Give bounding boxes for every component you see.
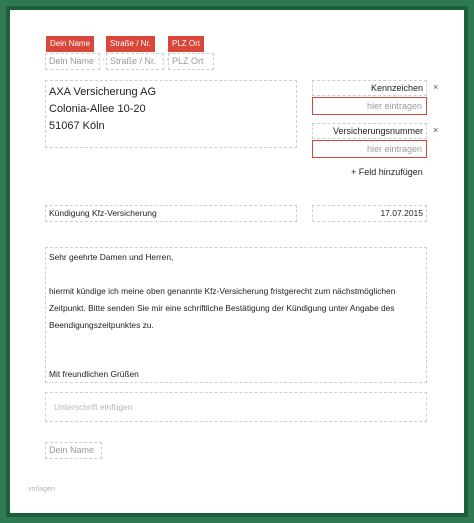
sender-street-field[interactable]: Straße / Nr.	[106, 53, 164, 70]
remove-kennzeichen-icon[interactable]: ×	[433, 82, 439, 92]
letter-sheet	[10, 10, 464, 513]
subject-field[interactable]	[45, 205, 297, 222]
versicherung-label: Versicherungsnummer	[332, 126, 423, 136]
add-field-button[interactable]: + Feld hinzufügen	[351, 167, 423, 177]
recipient-line-2: Colonia-Allee 10-20	[49, 103, 146, 115]
versicherung-label-box	[312, 123, 427, 139]
sender-zip-tag: PLZ Ort	[168, 36, 204, 52]
separator-dot: ·	[102, 55, 105, 64]
recipient-address-box[interactable]	[45, 80, 297, 148]
subject-text: Kündigung Kfz-Versicherung	[49, 208, 157, 218]
body-text: hiermit kündige ich meine oben genannte Kfz-Versicherung fristgerecht zum nächstmöglichen Zeitpunkt. Bitte senden Sie mir eine schriftliche Bestätigung der Kündigung unter Angabe des Beendigungszeitpunktes zu.	[49, 286, 396, 330]
kennzeichen-label-box	[312, 80, 427, 96]
footer-brand: vorlagen	[28, 486, 55, 493]
kennzeichen-input[interactable]: hier eintragen	[312, 97, 427, 115]
recipient-line-3: 51067 Köln	[49, 120, 105, 132]
sender-zip-field[interactable]: PLZ Ort	[168, 53, 214, 70]
recipient-line-1: AXA Versicherung AG	[49, 86, 157, 98]
signature-field[interactable]	[45, 392, 427, 422]
closing-text: Mit freundlichen Grüßen	[49, 369, 139, 379]
versicherung-input[interactable]: hier eintragen	[312, 140, 427, 158]
sender-street-tag: Straße / Nr.	[106, 36, 155, 52]
remove-versicherung-icon[interactable]: ×	[433, 125, 439, 135]
signature-placeholder: Unterschrift einfügen	[54, 402, 133, 412]
separator-dot: ·	[166, 55, 169, 64]
date-field[interactable]	[312, 205, 427, 222]
signature-name-field[interactable]: Dein Name	[45, 442, 102, 459]
sender-name-tag: Dein Name	[46, 36, 94, 52]
letter-body-box[interactable]	[45, 247, 427, 383]
sender-name-field[interactable]: Dein Name	[45, 53, 100, 70]
kennzeichen-label: Kennzeichen	[370, 83, 423, 93]
greeting-text: Sehr geehrte Damen und Herren,	[49, 252, 174, 262]
date-text: 17.07.2015	[380, 208, 423, 218]
